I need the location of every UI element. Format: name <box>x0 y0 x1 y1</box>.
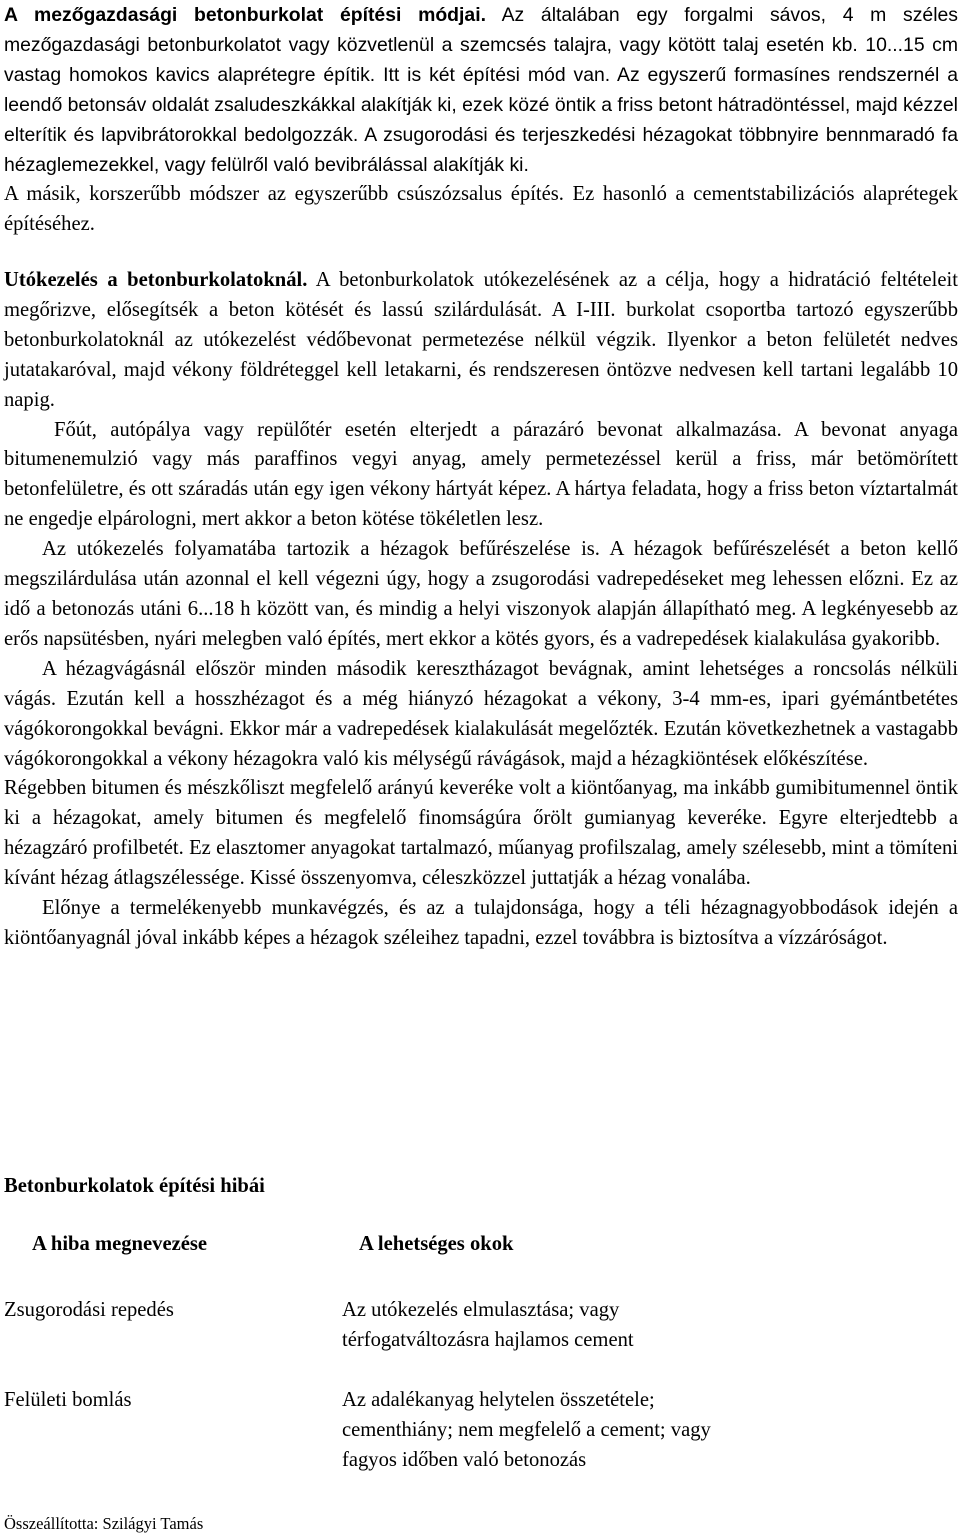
document-body <box>4 0 958 210</box>
paragraph-slipform <box>4 180 958 240</box>
paragraph-joint-sawing: Az utókezelés folyamatába tartozik a hézagok befűrészelése is. A hézagok befűrészelését a beton kellő megszilárdulása után azonnal el kell végezni úgy, hogy a zsugorodási vadrepedéseket meg lehessen előzni. Ez az idő a betonozás utáni 6...18 h között van, és mindig a helyi viszonyok alapján állapítható meg. A legkényesebb az erős napsütésben, nyári melegben való építés, mert ekkor a kötés gyors, és a vadrepedések kialakulása gyakoribb. <box>4 538 958 650</box>
column-header-cause: A lehetséges okok <box>359 1233 514 1255</box>
aftercare-section <box>4 266 958 954</box>
paragraph-text: A másik, korszerűbb módszer az egyszerűbb csúszózsalus építés. Ez hasonló a cementstabilizációs alaprétegek építéséhez. <box>4 183 958 235</box>
paragraph-advantages: Előnye a termelékenyebb munkavégzés, és az a tulajdonsága, hogy a téli hézagnagyobbodások idején a kiöntőanyagnál jóval inkább képes a hézagok széleihez tapadni, ezzel továbbra is biztosítva a vízzáróságot. <box>4 897 958 949</box>
defect-cause: Az utókezelés elmulasztása; vagy térfogatváltozásra hajlamos cement <box>342 1299 634 1351</box>
paragraph-vapor-barrier: Főút, autópálya vagy repülőtér esetén elterjedt a párazáró bevonat alkalmazása. A bevonat anyaga bitumenemulzió vagy más paraffinos vegyi anyag, amely permetezéssel kerül a friss, már betömörített betonfelületre, és ott száradás után egy igen vékony hártyát képez. A hártya feladata, hogy a friss beton víztartalmát ne engedje elpárologni, mert akkor a beton kötése tökéletlen lesz. <box>4 418 958 531</box>
defect-name: Zsugorodási repedés <box>4 1299 174 1321</box>
paragraph-text: A betonburkolatok utókezelésének az a célja, hogy a hidratáció feltételeit megőrizve, elősegítsék a beton kötését és lassú szilárdulását. A I-III. burkolat csoportba tartozó egyszerűbb betonburkolatoknál az utókezelést védőbevonat permetezése nélkül végzik. Ilyenkor a beton felületét nedves jutatakaróval, majd vékony földréteggel kell letakarni, és rendszeresen öntözve nedvesen kell tartani legalább 10 napig. <box>4 269 958 411</box>
author-credit: Összeállította: Szilágyi Tamás <box>4 1514 204 1533</box>
defect-cause: Az adalékanyag helytelen összetétele; cementhiány; nem megfelelő a cement; vagy fagyos időben való betonozás <box>342 1389 711 1471</box>
defect-name: Felületi bomlás <box>4 1389 132 1411</box>
paragraph-heading: A mezőgazdasági betonburkolat építési módjai. <box>4 4 486 26</box>
tail-text-block <box>4 180 958 240</box>
paragraph-joint-filling: Régebben bitumen és mészkőliszt megfelelő arányú keveréke volt a kiöntőanyag, ma inkább gumibitumennel öntik ki a hézagokat, amely bitumen és megfelelő finomságúra őrölt gumianyag keveréke. Egyre elterjedtebb a hézagzáró profilbetét. Ez elasztomer anyagokat tartalmazó, műanyag profilszalag, amely szélesebb, mint a tömíteni kívánt hézag átlagszélessége. Kissé összenyomva, céleszközzel juttatják a hézag vonalába. <box>4 777 958 890</box>
paragraph-aftercare <box>4 266 958 416</box>
paragraph-joint-cutting: A hézagvágásnál először minden második keresztházagot bevágnak, amint lehetséges a roncsolás nélküli vágás. Ezután kell a hosszhézagot és a még hiányzó hézagokat a vékony, 3-4 mm-es, ipari gyémántbetétes vágókorongokkal bevágni. Ekkor már a vadrepedések kialakulását megelőzték. Ezután következhetnek a vastagabb vágókorongokkal a vékony hézagokra való kis mélységű rávágások, majd a hézagkiöntések előkészítése. <box>4 657 958 770</box>
column-header-name: A hiba megnevezése <box>32 1233 208 1255</box>
paragraph-text: Az általában egy forgalmi sávos, 4 m széles mezőgazdasági betonburkolatot vagy közvetlenül a szemcsés talajra, vagy kötött talaj esetén kb. 10...15 cm vastag homokos kavics alaprétegre építik. Itt is két építési mód van. Az egyszerű formasínes rendszernél a leendő betonsáv oldalát zsaludeszkákkal alakítják ki, ezek közé öntik a friss betont hátradöntéssel, majd kézzel elterítik és lapvibrátorokkal bedolgozzák. A zsugorodási és terjeszkedési hézagokat többnyire bennmaradó fa hézaglemezekkel, vagy felülről való bevibrálással alakítják ki. <box>4 4 958 176</box>
section-title: Betonburkolatok építési hibái <box>4 1175 265 1197</box>
paragraph-heading: Utókezelés a betonburkolatoknál. <box>4 269 308 291</box>
